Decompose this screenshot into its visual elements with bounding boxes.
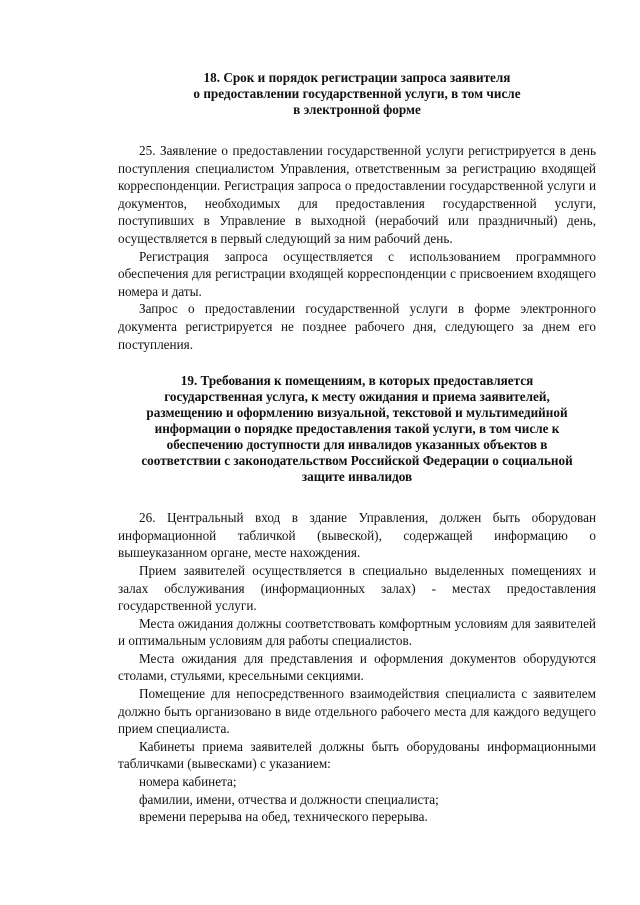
heading-line: 18. Срок и порядок регистрации запроса заявителя	[203, 70, 511, 85]
paragraph: Помещение для непосредственного взаимодействия специалиста с заявителем должно быть организовано в виде отдельного рабочего места для каждого ведущего прием специалиста.	[118, 686, 596, 737]
heading-line: в электронной форме	[293, 102, 421, 117]
heading-line: защите инвалидов	[301, 469, 413, 485]
heading-line: о предоставлении государственной услуги, в том числе	[193, 86, 521, 101]
paragraph: Прием заявителей осуществляется в специально выделенных помещениях и залах обслуживания (информационных залах) - местах предоставления государственной услуги.	[118, 562, 596, 614]
paragraph-25: 25. Заявление о предоставлении государственной услуги регистрируется в день поступления специалистом Управления, ответственным за регистрацию входящей корреспонденции. Регистрация запроса о предоставлении государственной услуги и документов, необходимых для предоставления государственной услуги, поступивших в Управление в выходной (нерабочий или праздничный) день, осуществляется в первый следующий за ним рабочий день.	[118, 143, 596, 246]
list-item: фамилии, имени, отчества и должности специалиста;	[139, 791, 439, 807]
paragraph: Кабинеты приема заявителей должны быть оборудованы информационными табличками (вывесками) с указанием:	[118, 738, 596, 772]
heading-line: соответствии с законодательством Российской Федерации о социальной	[141, 453, 573, 469]
paragraph: Запрос о предоставлении государственной услуги в форме электронного документа регистрируется не позднее рабочего дня, следующего за днем его поступления.	[118, 301, 596, 352]
paragraph-26: 26. Центральный вход в здание Управления, должен быть оборудован информационной табличкой (вывеской), содержащей информацию о вышеуказанном органе, месте нахождения.	[118, 510, 596, 561]
heading-line: 19. Требования к помещениям, в которых предоставляется	[180, 373, 534, 389]
paragraph: Места ожидания должны соответствовать комфортным условиям для заявителей и оптимальным условиям для работы специалистов.	[118, 615, 596, 649]
section-18-heading	[118, 70, 596, 118]
heading-line: государственная услуга, к месту ожидания и приема заявителей,	[164, 389, 550, 405]
document-content	[118, 70, 596, 826]
heading-line: информации о порядке предоставления такой услуги, в том числе к	[154, 421, 560, 437]
requirements-list	[118, 773, 596, 826]
paragraph: Места ожидания для представления и оформления документов оборудуются столами, стульями, кресельными секциями.	[118, 650, 596, 684]
list-item: номера кабинета;	[139, 774, 237, 790]
section-19-heading	[118, 373, 596, 485]
list-item: времени перерыва на обед, технического перерыва.	[139, 809, 428, 825]
heading-line: размещению и оформлению визуальной, текстовой и мультимедийной	[146, 405, 568, 421]
paragraph: Регистрация запроса осуществляется с использованием программного обеспечения для регистрации входящей корреспонденции с присвоением входящего номера и даты.	[118, 248, 596, 299]
heading-line: обеспечению доступности для инвалидов указанных объектов в	[166, 437, 548, 453]
